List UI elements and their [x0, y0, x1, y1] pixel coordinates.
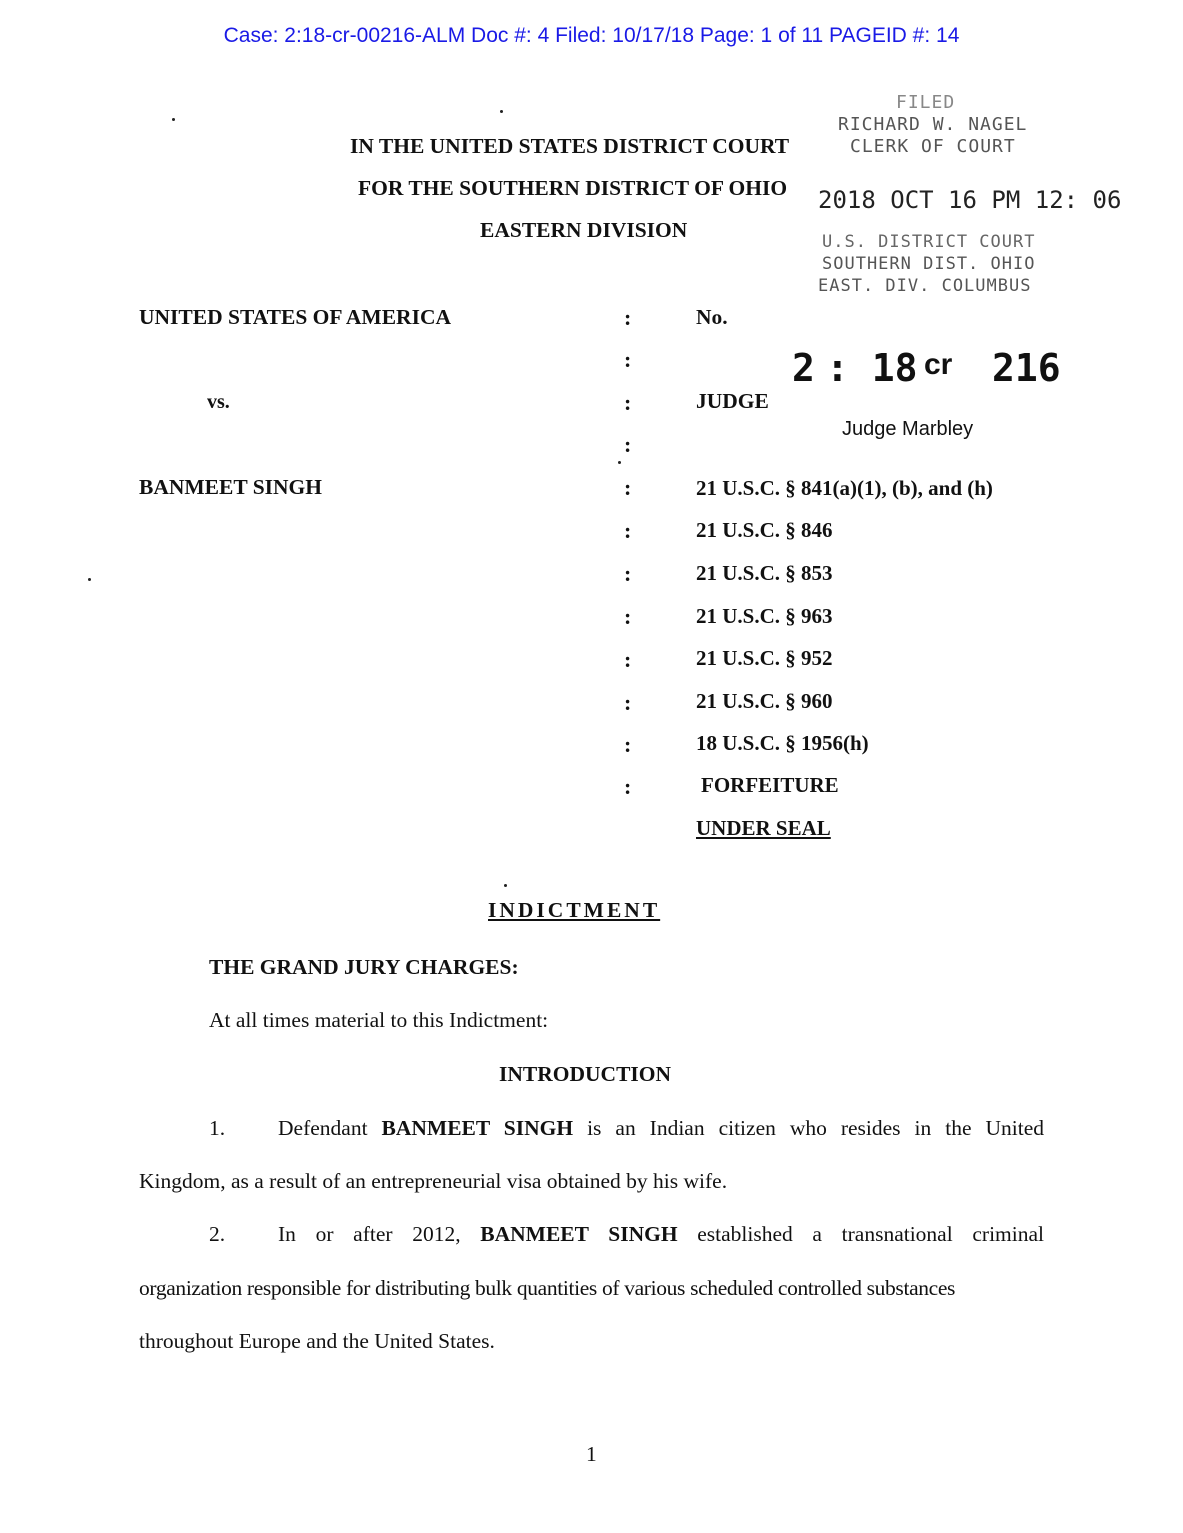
caption-colon: :: [624, 347, 632, 372]
paragraph-2-line3: throughout Europe and the United States.: [139, 1329, 495, 1353]
caption-colon: :: [624, 305, 632, 330]
page-number: 1: [586, 1442, 597, 1466]
caption-colon: :: [624, 561, 632, 586]
paragraph-2-text: established a transnational criminal: [677, 1222, 1045, 1246]
case-number-label: No.: [696, 305, 728, 329]
court-title-line3: EASTERN DIVISION: [480, 218, 688, 242]
paragraph-1-defendant: BANMEET SINGH: [381, 1116, 574, 1140]
plaintiff-name: UNITED STATES OF AMERICA: [139, 305, 452, 329]
versus-label: vs.: [207, 391, 230, 413]
paragraph-2-text: In or after 2012,: [278, 1222, 481, 1246]
statute-853: 21 U.S.C. § 853: [696, 561, 833, 585]
stamp-filed: FILED: [896, 92, 956, 113]
paragraph-1-line1: [278, 1116, 1044, 1141]
scan-speck: [88, 578, 91, 581]
forfeiture-label: FORFEITURE: [701, 773, 839, 797]
defendant-name: BANMEET SINGH: [139, 475, 322, 499]
stamp-division: EAST. DIV. COLUMBUS: [818, 276, 1032, 296]
scan-speck: [500, 110, 503, 113]
scan-speck: [172, 118, 175, 121]
caption-colon: :: [624, 604, 632, 629]
statute-952: 21 U.S.C. § 952: [696, 646, 833, 670]
court-title-line1: IN THE UNITED STATES DISTRICT COURT: [350, 134, 790, 158]
court-title-line2: FOR THE SOUTHERN DISTRICT OF OHIO: [358, 176, 788, 200]
case-number-part-b: : 18: [826, 346, 918, 390]
caption-colon: :: [624, 647, 632, 672]
stamp-clerk-name: RICHARD W. NAGEL: [838, 114, 1028, 135]
under-seal-label: UNDER SEAL: [696, 816, 831, 840]
statute-960: 21 U.S.C. § 960: [696, 689, 833, 713]
caption-colon: :: [624, 732, 632, 757]
stamp-date: 2018 OCT 16 PM 12: 06: [818, 186, 1122, 214]
caption-colon: :: [624, 432, 632, 457]
statute-841: 21 U.S.C. § 841(a)(1), (b), and (h): [696, 476, 993, 500]
ecf-case-header: Case: 2:18-cr-00216-ALM Doc #: 4 Filed: 10/17/18 Page: 1 of 11 PAGEID #: 14: [223, 24, 960, 47]
material-times-line: At all times material to this Indictment:: [209, 1008, 549, 1032]
paragraph-2-line1: [278, 1222, 1044, 1247]
judge-label: JUDGE: [696, 389, 769, 413]
statute-963: 21 U.S.C. § 963: [696, 604, 833, 628]
stamp-district: SOUTHERN DIST. OHIO: [822, 254, 1036, 274]
scan-speck: [504, 884, 507, 887]
caption-colon: :: [624, 774, 632, 799]
case-number-part-c: 216: [992, 346, 1061, 390]
stamp-court: U.S. DISTRICT COURT: [822, 232, 1036, 252]
caption-colon: :: [624, 690, 632, 715]
stamp-clerk-title: CLERK OF COURT: [850, 136, 1016, 157]
caption-colon: :: [624, 475, 632, 500]
case-number-cr: cr: [924, 348, 953, 381]
paragraph-1-text: Defendant: [278, 1116, 382, 1140]
case-number-part-a: 2: [792, 346, 815, 390]
caption-colon: :: [624, 390, 632, 415]
paragraph-2-number: 2.: [209, 1222, 226, 1246]
judge-name-stamp: Judge Marbley: [842, 418, 974, 440]
paragraph-1-number: 1.: [209, 1116, 226, 1140]
caption-colon: :: [624, 518, 632, 543]
paragraph-1-text: is an Indian citizen who resides in the United: [573, 1116, 1044, 1140]
introduction-heading: INTRODUCTION: [499, 1062, 672, 1086]
paragraph-2-defendant: BANMEET SINGH: [480, 1222, 678, 1246]
statute-1956h: 18 U.S.C. § 1956(h): [696, 731, 869, 755]
paragraph-2-line2: organization responsible for distributing bulk quantities of various scheduled controlled substances: [139, 1276, 956, 1300]
grand-jury-heading: THE GRAND JURY CHARGES:: [209, 955, 519, 979]
scan-speck: [618, 461, 621, 464]
document-title: INDICTMENT: [488, 898, 661, 922]
paragraph-1-line2: Kingdom, as a result of an entrepreneurial visa obtained by his wife.: [139, 1169, 728, 1193]
statute-846: 21 U.S.C. § 846: [696, 518, 833, 542]
